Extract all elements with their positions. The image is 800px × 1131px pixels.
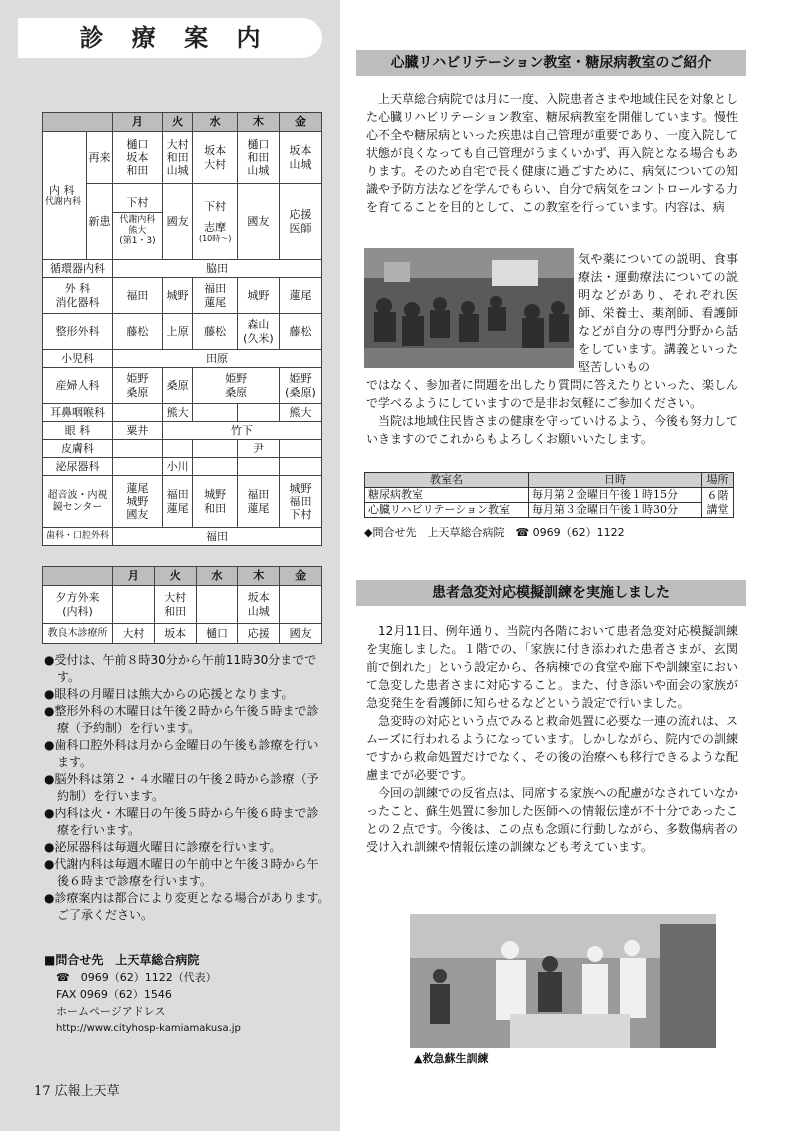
shinkan-wed-mid: 志摩 (204, 220, 227, 234)
sanfu-wedthu: 姫野 桑原 (193, 368, 279, 404)
yugata-mon (113, 586, 155, 624)
ev-day-wed: 水 (196, 567, 238, 586)
rehab-contact: ◆問合せ先 上天草総合病院 ☎ 0969（62）1122 (364, 526, 625, 539)
shinkan-wed-top: 下村 (204, 199, 227, 213)
hifu-label: 皮膚科 (43, 440, 113, 458)
hinyo-tue: 小川 (162, 458, 193, 476)
shinkan-wed-sub: (10時～) (198, 233, 232, 243)
note-item: ●歯科口腔外科は月から金曜日の午後も診療を行います。 (44, 738, 319, 769)
hinyo-fri (279, 458, 321, 476)
seikei-thu: 森山 (久米) (237, 314, 279, 350)
saiku-tue: 大村 和田 山城 (162, 132, 193, 184)
drill-photo-image (410, 914, 716, 1048)
drill-photo-caption: ▲救急蘇生訓練 (414, 1052, 489, 1065)
junkan-label: 循環器内科 (43, 260, 113, 278)
page-footer: 17 広報上天草 (34, 1084, 120, 1099)
kyoragi-wed: 樋口 (196, 624, 238, 644)
shinkan-mon (113, 184, 163, 260)
drill-article (366, 622, 738, 856)
schedule-title: 診 療 案 内 (79, 24, 271, 52)
jibi-thu (237, 404, 279, 422)
geka-label: 外 科 消化器科 (43, 278, 113, 314)
sanfu-fri: 姫野 (桑原) (279, 368, 321, 404)
yugata-row (43, 586, 322, 624)
choon-fri: 城野 福田 下村 (279, 476, 321, 528)
choon-mon: 蓮尾 城野 國友 (113, 476, 163, 528)
class-photo-image (364, 248, 574, 368)
shika-label: 歯科・口腔外科 (43, 528, 113, 546)
note-item: ●内科は火・木曜日の午後５時から午後６時まで診療を行います。 (44, 806, 319, 837)
note-item: ●泌尿器科は毎週火曜日に診療を行います。 (44, 840, 282, 854)
choon-tue: 福田 蓮尾 (162, 476, 193, 528)
ganka-rest: 竹下 (162, 422, 321, 440)
shinkan-thu: 國友 (237, 184, 279, 260)
hospital-contact (44, 952, 334, 1037)
kyoragi-fri: 國友 (280, 624, 322, 644)
saiku-thu: 樋口 和田 山城 (237, 132, 279, 184)
ev-day-thu: 木 (238, 567, 280, 586)
day-thu: 木 (237, 113, 279, 132)
shoni-row (43, 350, 322, 368)
drill-p2: 急変時の対応という点でみると救命処置に必要な一連の流れは、スムーズに行われるようになっています。しかしながら、院内での訓練ですから救命処置だけでなく、その後の治療へも移行できるような配慮までが必要です。 (366, 714, 739, 782)
ganka-row (43, 422, 322, 440)
kyoragi-thu: 応援 (238, 624, 280, 644)
contact-head: ■問合せ先 上天草総合病院 (44, 953, 200, 967)
hifu-mon (113, 440, 163, 458)
yugata-thu: 坂本 山城 (238, 586, 280, 624)
class-name-diabetes: 糖尿病教室 (365, 488, 529, 503)
jibi-mon (113, 404, 163, 422)
contact-url-link[interactable]: http://www.cityhosp-kamiamakusa.jp (56, 1023, 241, 1034)
hinyo-label: 泌尿器科 (43, 458, 113, 476)
geka-wed: 福田 蓮尾 (193, 278, 237, 314)
choon-row (43, 476, 322, 528)
th-place: 場所 (702, 473, 734, 488)
choon-wed: 城野 和田 (193, 476, 237, 528)
geka-row (43, 278, 322, 314)
rehab-p1: 上天草総合病院では月に一度、入院患者さまや地域住民を対象とした心臓リハビリテーション教室、糖尿病教室を開催しています。慢性心不全や糖尿病といった疾患は自己管理が重要であり、一度入院して状態が良くなっても自己管理がうまくいかず、再入院となる場合もあります。そのため自宅で長く健康に過ごすために、病気についての知識や予防方法などを学んでもらい、自分で病気をコントロールする力を育てることを目的として、この教室を行っています。内容は、病 (366, 92, 739, 214)
naika-name: 内 科 (49, 183, 75, 197)
drill-p3: 今回の訓練での反省点は、同席する家族への配慮がなされていなかったこと、蘇生処置に参加した医師への情報伝達が不十分であったことの２点です。今後は、この点も念頭に行動しながら、多数傷病者の受け入れ訓練や情報伝達の訓練なども考えています。 (366, 786, 739, 854)
ganka-mon: 粟井 (113, 422, 163, 440)
class-schedule-table (364, 472, 734, 518)
sanfu-mon: 姫野 桑原 (113, 368, 163, 404)
day-header-row (43, 113, 322, 132)
schedule-table (42, 112, 322, 546)
jibi-tue: 熊大 (162, 404, 193, 422)
class-table-header (365, 473, 734, 488)
yugata-tue: 大村 和田 (154, 586, 196, 624)
note-item: ●整形外科の木曜日は午後２時から午後５時まで診療（予約制）を行います。 (44, 704, 319, 735)
class-row-cardiac (365, 503, 734, 518)
geka-fri: 蓮尾 (279, 278, 321, 314)
shinkan-mon-sub: 代謝内科 熊大 (第1・3) (113, 212, 162, 247)
drill-photo (410, 914, 716, 1048)
geka-tue: 城野 (162, 278, 193, 314)
seikei-label: 整形外科 (43, 314, 113, 350)
shinkan-fri: 応援 医師 (279, 184, 321, 260)
contact-tel: ☎ 0969（62）1122（代表） (56, 971, 217, 984)
seikei-row (43, 314, 322, 350)
geka-mon: 福田 (113, 278, 163, 314)
choon-label: 超音波・内視 鏡センター (43, 476, 113, 528)
sanfu-tue: 桑原 (162, 368, 193, 404)
class-row-diabetes (365, 488, 734, 503)
hifu-thu: 尹 (237, 440, 279, 458)
ev-day-fri: 金 (280, 567, 322, 586)
schedule-title-box (18, 18, 322, 58)
rehab-p1-end: ではなく、参加者に問題を出したり質問に答えたりといった、楽しんで学べるようにしていますので是非お気軽にご参加ください。 (366, 378, 738, 410)
day-tue: 火 (162, 113, 193, 132)
hinyo-wed (193, 458, 237, 476)
hifu-row (43, 440, 322, 458)
class-time-cardiac: 毎月第３金曜日午後１時30分 (529, 503, 702, 518)
seikei-tue: 上原 (162, 314, 193, 350)
junkan-all: 脇田 (113, 260, 322, 278)
geka-thu: 城野 (237, 278, 279, 314)
day-mon: 月 (113, 113, 163, 132)
seikei-fri: 藤松 (279, 314, 321, 350)
saiku-mon: 樋口 坂本 和田 (113, 132, 163, 184)
sanfu-row (43, 368, 322, 404)
jibi-fri: 熊大 (279, 404, 321, 422)
rehab-wrap (578, 250, 738, 376)
note-item: ●受付は、午前８時30分から午前11時30分までです。 (44, 653, 317, 684)
note-item: ●眼科の月曜日は熊大からの応援となります。 (44, 687, 294, 701)
evening-day-header (43, 567, 322, 586)
contact-hp-label: ホームページアドレス (56, 1005, 166, 1018)
yugata-label: 夕方外来 (内科) (43, 586, 113, 624)
class-time-diabetes: 毎月第２金曜日午後１時15分 (529, 488, 702, 503)
note-item: ●代謝内科は毎週木曜日の午前中と午後３時から午後６時まで診療を行います。 (44, 857, 319, 888)
jibi-label: 耳鼻咽喉科 (43, 404, 113, 422)
rehab-body (366, 376, 738, 448)
naika-label (43, 132, 87, 260)
class-place: ６階 講堂 (702, 488, 734, 518)
schedule-notes (44, 652, 330, 924)
rehab-wrap-text: 気や薬についての説明、食事療法・運動療法についての説明などがあり、それぞれ医師、栄養士、薬剤師、看護師などが自分の専門分野から話をしています。講義といった堅苦しいもの (578, 252, 738, 374)
naika-saiku-row (43, 132, 322, 184)
note-item: ●脳外科は第２・４水曜日の午後２時から診療（予約制）を行います。 (44, 772, 319, 803)
rehab-p2: 当院は地域住民皆さまの健康を守っていけるよう、今後も努力していきますのでこれからもよろしくお願いいたします。 (366, 414, 739, 446)
naika-sub: 代謝内科 (45, 196, 82, 207)
junkan-row (43, 260, 322, 278)
section-title-rehab: 心臓リハビリテーション教室・糖尿病教室のご紹介 (356, 50, 746, 76)
section-title-drill: 患者急変対応模擬訓練を実施しました (356, 580, 746, 606)
saiku-wed: 坂本 大村 (193, 132, 237, 184)
seikei-mon: 藤松 (113, 314, 163, 350)
yugata-fri (280, 586, 322, 624)
hifu-fri (279, 440, 321, 458)
jibi-wed (193, 404, 237, 422)
saiku-label: 再来 (87, 132, 113, 184)
ganka-label: 眼 科 (43, 422, 113, 440)
kyoragi-mon: 大村 (113, 624, 155, 644)
evening-table (42, 566, 322, 644)
shika-all: 福田 (113, 528, 322, 546)
yugata-wed (196, 586, 238, 624)
saiku-fri: 坂本 山城 (279, 132, 321, 184)
shinkan-tue: 國友 (162, 184, 193, 260)
ev-day-mon: 月 (113, 567, 155, 586)
shoni-all: 田原 (113, 350, 322, 368)
schedule-column (0, 0, 340, 1131)
jibi-row (43, 404, 322, 422)
shinkan-wed (193, 184, 237, 260)
ev-day-tue: 火 (154, 567, 196, 586)
th-datetime: 日時 (529, 473, 702, 488)
sanfu-label: 産婦人科 (43, 368, 113, 404)
class-name-cardiac: 心臓リハビリテーション教室 (365, 503, 529, 518)
kyoragi-tue: 坂本 (154, 624, 196, 644)
hinyo-mon (113, 458, 163, 476)
th-class-name: 教室名 (365, 473, 529, 488)
shinkan-mon-top: 下村 (126, 195, 149, 209)
shinkan-label: 新患 (87, 184, 113, 260)
shika-row (43, 528, 322, 546)
seikei-wed: 藤松 (193, 314, 237, 350)
kyoragi-row (43, 624, 322, 644)
rehab-intro (366, 90, 738, 216)
day-fri: 金 (279, 113, 321, 132)
day-wed: 水 (193, 113, 237, 132)
hifu-tue (162, 440, 193, 458)
shoni-label: 小児科 (43, 350, 113, 368)
hinyo-thu (237, 458, 279, 476)
drill-p1: 12月11日、例年通り、当院内各階において患者急変対応模擬訓練を実施しました。１階での、「家族に付き添われた患者さまが、玄関前で倒れた」という設定から、各病棟での食堂や廊下や訓練室において急変した患者さまに対応すること。また、付き添いや面会の家族が急変発生を看護師に知らせるなどという設定で行いました。 (366, 624, 739, 710)
note-item: ●診療案内は都合により変更となる場合があります。ご了承ください。 (44, 891, 330, 922)
class-photo (364, 248, 574, 368)
contact-fax: FAX 0969（62）1546 (56, 988, 172, 1001)
kyoragi-label: 教良木診療所 (43, 624, 113, 644)
hinyo-row (43, 458, 322, 476)
choon-thu: 福田 蓮尾 (237, 476, 279, 528)
hifu-wed (193, 440, 237, 458)
